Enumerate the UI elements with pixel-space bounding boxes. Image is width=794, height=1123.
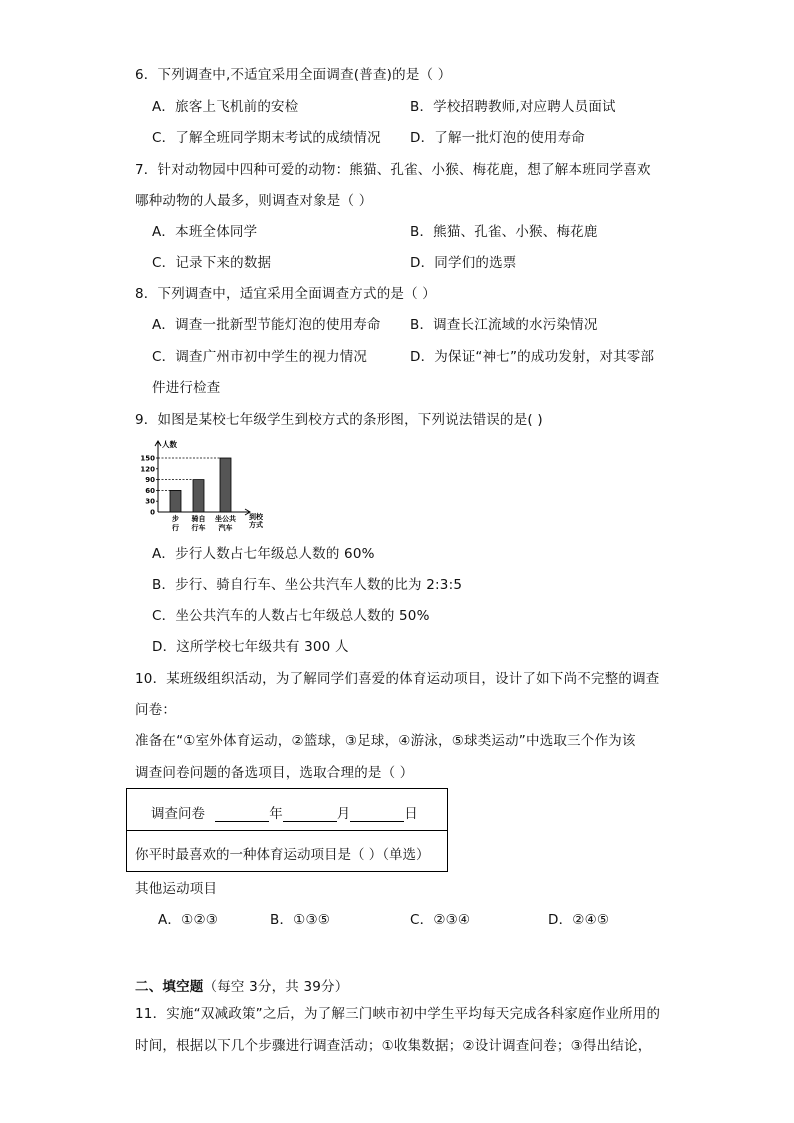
q7-stem-line2: 哪种动物的人最多，则调查对象是（ ） <box>135 193 373 209</box>
q8-option-c: C．调查广州市初中学生的视力情况 <box>152 349 368 365</box>
y-tick-label: 150 <box>140 454 155 463</box>
survey-day-blank <box>350 807 404 822</box>
y-tick-label: 120 <box>140 465 155 474</box>
bar-1 <box>170 490 181 512</box>
q10-stem-line1: 10．某班级组织活动，为了解同学们喜爱的体育运动项目，设计了如下尚不完整的调查 <box>135 671 660 687</box>
q8-option-d-line2: 件进行检查 <box>152 380 221 396</box>
q10-stem-line4: 调查问卷问题的备选项目，选取合理的是（ ） <box>135 765 414 781</box>
section2-title: 二、填空题 <box>135 979 204 995</box>
survey-day-label: 日 <box>404 806 418 822</box>
y-tick-label: 60 <box>145 486 155 495</box>
q6-option-b: B．学校招聘教师,对应聘人员面试 <box>410 99 616 115</box>
q10-option-c: C．②③④ <box>410 912 471 928</box>
y-tick-label: 90 <box>145 476 155 485</box>
survey-title: 调查问卷 <box>151 806 205 822</box>
q11-line1: 11．实施“双减政策”之后，为了解三门峡市初中学生平均每天完成各科家庭作业所用的 <box>135 1006 661 1022</box>
category-label-1: 步 <box>172 515 179 523</box>
q10-stem-line3: 准备在“①室外体育运动，②篮球，③足球，④游泳，⑤球类运动”中选取三个作为该 <box>135 733 636 749</box>
q7-option-a: A．本班全体同学 <box>152 224 258 240</box>
survey-year-blank <box>215 807 269 822</box>
bar-3 <box>220 458 231 512</box>
q6-option-c: C．了解全班同学期末考试的成绩情况 <box>152 130 381 146</box>
category-label-2: 行车 <box>191 524 206 532</box>
x-axis-label: 到校 <box>249 513 263 521</box>
x-axis-label: 方式 <box>249 521 263 529</box>
section2-note: （每空 3分，共 39分） <box>203 979 349 995</box>
q8-option-a: A．调查一批新型节能灯泡的使用寿命 <box>152 317 381 333</box>
q10-stem-line2: 问卷： <box>135 702 177 718</box>
bar-chart <box>138 437 278 532</box>
y-tick-label: 30 <box>145 497 155 506</box>
q6-option-a: A．旅客上飞机前的安检 <box>152 99 299 115</box>
q9-option-b: B．步行、骑自行车、坐公共汽车人数的比为 2:3:5 <box>152 577 463 593</box>
q10-option-a: A．①②③ <box>158 912 219 928</box>
survey-header <box>151 802 418 822</box>
q7-option-b: B．熊猫、孔雀、小猴、梅花鹿 <box>410 224 598 240</box>
survey-month-label: 月 <box>336 806 351 822</box>
category-label-2: 骑自 <box>191 515 206 523</box>
q8-option-b: B．调查长江流域的水污染情况 <box>410 317 598 333</box>
survey-header-row <box>127 789 447 831</box>
category-label-3: 汽车 <box>218 524 233 532</box>
y-axis-label: 人数 <box>162 440 177 449</box>
q6-option-d: D．了解一批灯泡的使用寿命 <box>410 130 585 146</box>
q8-option-d-line1: D．为保证“神七”的成功发射，对其零部 <box>410 349 655 365</box>
q9-option-a: A．步行人数占七年级总人数的 60% <box>152 546 375 562</box>
q9-option-c: C．坐公共汽车的人数占七年级总人数的 50% <box>152 608 430 624</box>
q9-stem: 9．如图是某校七年级学生到校方式的条形图，下列说法错误的是( ) <box>135 412 543 428</box>
bar-2 <box>193 480 204 512</box>
survey-question: 你平时最喜欢的一种体育运动项目是（ ）（单选） <box>135 847 430 863</box>
q7-option-c: C．记录下来的数据 <box>152 255 272 271</box>
q8-stem: 8．下列调查中，适宜采用全面调查方式的是（ ） <box>135 286 436 302</box>
q11-line2: 时间，根据以下几个步骤进行调查活动；①收集数据；②设计调查问卷；③得出结论， <box>135 1038 652 1054</box>
q7-option-d: D．同学们的选票 <box>410 255 517 271</box>
survey-year-label: 年 <box>269 806 283 822</box>
q9-option-d: D．这所学校七年级共有 300 人 <box>152 639 349 655</box>
q7-stem-line1: 7．针对动物园中四种可爱的动物：熊猫、孔雀、小猴、梅花鹿，想了解本班同学喜欢 <box>135 162 651 178</box>
section2-heading <box>135 978 348 996</box>
category-label-1: 行 <box>172 524 179 532</box>
q10-option-d: D．②④⑤ <box>548 912 610 928</box>
survey-form-box <box>126 788 448 872</box>
survey-month-blank <box>283 807 337 822</box>
q10-option-b: B．①③⑤ <box>270 912 331 928</box>
q6-stem: 6．下列调查中,不适宜采用全面调查(普查)的是（ ） <box>135 67 452 83</box>
y-tick-label: 0 <box>150 508 155 517</box>
q10-other-items: 其他运动项目 <box>135 881 218 897</box>
category-label-3: 坐公共 <box>215 515 236 523</box>
